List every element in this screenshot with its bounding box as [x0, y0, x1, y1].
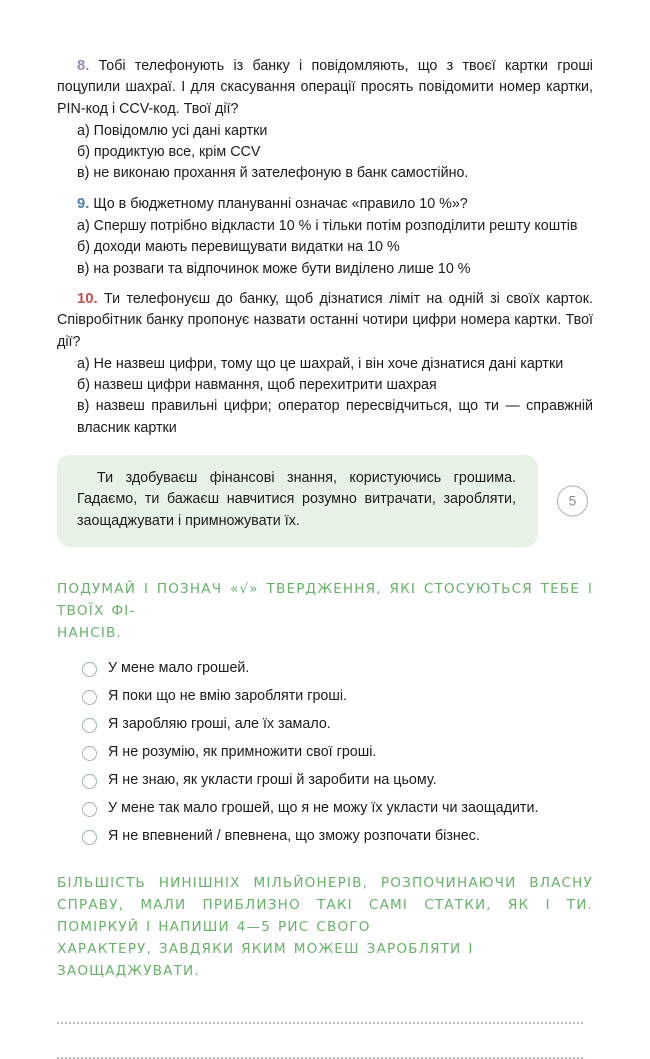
- question-10-option-b[interactable]: б) назвеш цифри навмання, щоб перехитрити шахрая: [77, 377, 437, 394]
- question-10-body: [57, 289, 593, 353]
- checkbox-circle-icon[interactable]: [82, 746, 97, 761]
- question-8: [57, 56, 593, 120]
- list-item-label: Я заробляю гроші, але їх замало.: [108, 715, 331, 732]
- checkbox-circle-icon[interactable]: [82, 802, 97, 817]
- checklist-heading: [57, 578, 593, 644]
- callout-box: [57, 455, 538, 547]
- question-8-option-b[interactable]: б) продиктую все, крім CCV: [77, 144, 261, 161]
- question-8-body: [57, 56, 593, 120]
- list-item-label: Я поки що не вмію заробляти гроші.: [108, 687, 347, 704]
- question-9-option-a[interactable]: а) Спершу потрібно відкласти 10 % і тільки потім розподілити решту коштів: [77, 218, 578, 235]
- list-item-label: У мене мало грошей.: [108, 659, 250, 676]
- question-9-body: [57, 194, 593, 215]
- question-8-number: 8.: [77, 58, 90, 74]
- question-8-text: Тобі телефонують із банку і повідомляють, що з твоєї картки гроші поцупили шахраї. І для скасування операції просять повідомити номер картки, PIN-код і CCV-код. Твої дії?: [57, 58, 593, 117]
- callout-section: [57, 455, 593, 547]
- bottom-prompt-line3: ХАРАКТЕРУ, ЗАВДЯКИ ЯКИМ МОЖЕШ ЗАРОБЛЯТИ І ЗАОЩАДЖУВАТИ.: [57, 940, 474, 979]
- checkbox-circle-icon[interactable]: [82, 718, 97, 733]
- list-item[interactable]: [57, 799, 593, 818]
- question-10: [57, 289, 593, 353]
- checkbox-circle-icon[interactable]: [82, 830, 97, 845]
- checkbox-circle-icon[interactable]: [82, 774, 97, 789]
- writing-line[interactable]: [57, 1005, 583, 1024]
- list-item-label: Я не знаю, як укласти гроші й заробити на цьому.: [108, 771, 437, 788]
- question-9-text: Що в бюджетному плануванні означає «правило 10 %»?: [93, 195, 468, 212]
- question-9-option-b[interactable]: б) доходи мають перевищувати видатки на 10 %: [77, 239, 400, 256]
- writing-line[interactable]: [57, 1040, 583, 1059]
- checklist: [57, 659, 593, 846]
- list-item[interactable]: [57, 827, 593, 846]
- question-10-number: 10.: [77, 290, 98, 307]
- list-item[interactable]: [57, 659, 593, 678]
- question-10-option-v[interactable]: в) назвеш правильні цифри; оператор пересвідчиться, що ти — справжній власник картки: [77, 398, 593, 436]
- spacer: [57, 280, 593, 289]
- question-9-option-v[interactable]: в) на розваги та відпочинок може бути виділено лише 10 %: [77, 260, 471, 277]
- bottom-prompt-line1: БІЛЬШІСТЬ НИНІШНІХ МІЛЬЙОНЕРІВ, РОЗПОЧИНАЮЧИ ВЛАСНУ СПРАВУ, МАЛИ: [57, 874, 593, 913]
- list-item-label: Я не впевнений / впевнена, що зможу розпочати бізнес.: [108, 827, 480, 844]
- checklist-heading-line1: ПОДУМАЙ І ПОЗНАЧ «√» ТВЕРДЖЕННЯ, ЯКІ СТОСУЮТЬСЯ ТЕБЕ І ТВОЇХ ФІ-: [57, 580, 593, 619]
- page-number-badge: 5: [557, 485, 588, 516]
- question-9: [57, 194, 593, 215]
- answer-writing-lines: [57, 1005, 593, 1059]
- list-item-label: У мене так мало грошей, що я не можу їх укласти чи заощадити.: [108, 799, 539, 816]
- list-item[interactable]: [57, 771, 593, 790]
- question-10-text: Ти телефонуєш до банку, щоб дізнатися ліміт на одній зі своїх карток. Співробітник банку пропонує назвати останні чотири цифри номера картки. Твої дії?: [57, 290, 593, 350]
- list-item[interactable]: [57, 743, 593, 762]
- checkbox-circle-icon[interactable]: [82, 662, 97, 677]
- question-8-option-v[interactable]: в) не виконаю прохання й зателефоную в банк самостійно.: [77, 165, 469, 182]
- bottom-prompt-heading: [57, 872, 593, 982]
- list-item-label: Я не розумію, як примножити свої гроші.: [108, 743, 377, 760]
- checklist-heading-line2: НАНСІВ.: [57, 624, 122, 641]
- bottom-prompt-line2: ПРИБЛИЗНО ТАКІ САМІ СТАТКИ, ЯК І ТИ. ПОМІРКУЙ І НАПИШИ 4—5 РИС СВОГО: [57, 896, 593, 935]
- question-8-option-a[interactable]: а) Повідомлю усі дані картки: [77, 122, 268, 139]
- spacer: [57, 185, 593, 194]
- callout-text: Ти здобуваєш фінансові знання, користуючись грошима. Гадаємо, ти бажаєш навчитися розумно витрачати, заробляти, заощаджувати і примножувати їх.: [77, 470, 516, 529]
- question-9-number: 9.: [77, 195, 90, 212]
- question-10-option-a[interactable]: а) Не назвеш цифри, тому що це шахрай, і він хоче дізнатися дані картки: [77, 355, 564, 372]
- list-item[interactable]: [57, 687, 593, 706]
- list-item[interactable]: [57, 715, 593, 734]
- checkbox-circle-icon[interactable]: [82, 690, 97, 705]
